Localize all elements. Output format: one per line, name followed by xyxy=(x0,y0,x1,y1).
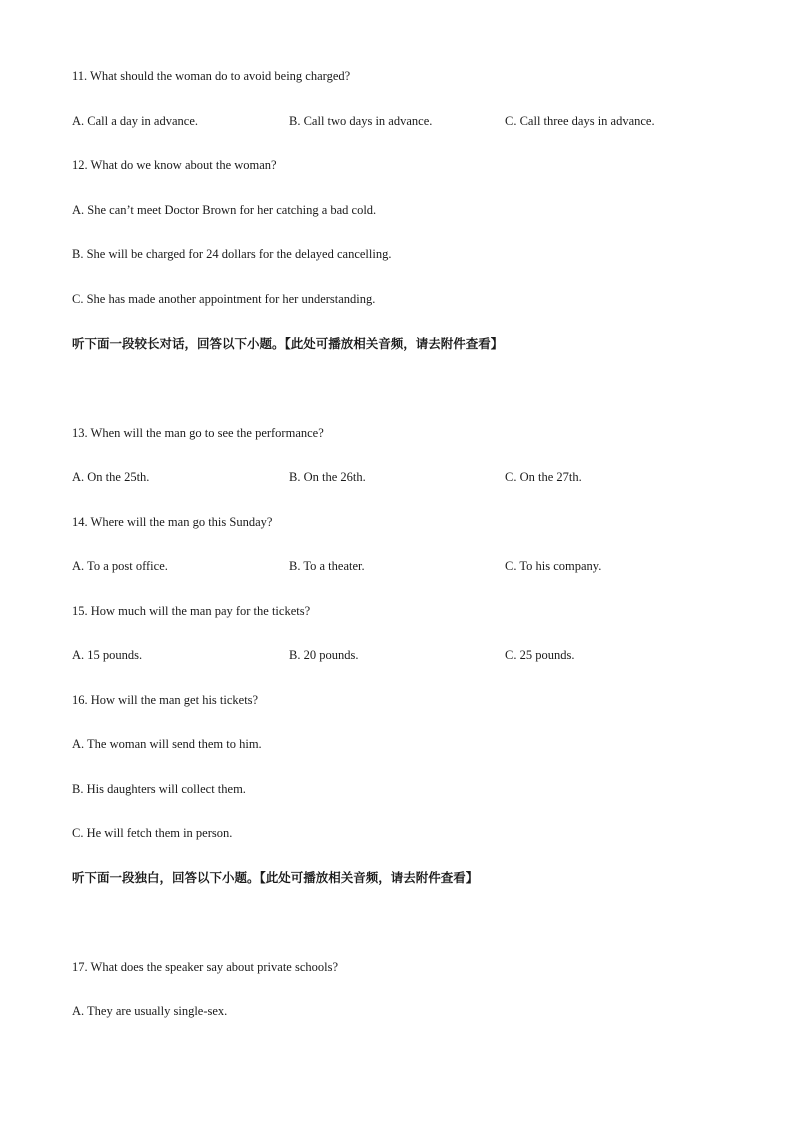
question-15-option-a: A. 15 pounds. xyxy=(72,648,143,662)
question-13-option-c: C. On the 27th. xyxy=(505,470,582,484)
question-14-option-b: B. To a theater. xyxy=(289,559,365,573)
question-13-option-a: A. On the 25th. xyxy=(72,470,150,484)
question-15-option-c: C. 25 pounds. xyxy=(505,648,575,662)
section-instruction-dialogue: 听下面一段较长对话，回答以下小题。【此处可播放相关音频，请去附件查看】 xyxy=(72,336,504,351)
question-13-text: 13. When will the man go to see the performance? xyxy=(72,426,324,440)
question-12-option-c: C. She has made another appointment for her understanding. xyxy=(72,292,376,306)
question-11-option-a: A. Call a day in advance. xyxy=(72,114,198,128)
question-14-option-c: C. To his company. xyxy=(505,559,602,573)
question-16-option-c: C. He will fetch them in person. xyxy=(72,826,233,840)
question-16-option-a: A. The woman will send them to him. xyxy=(72,737,262,751)
question-12-option-a: A. She can’t meet Doctor Brown for her catching a bad cold. xyxy=(72,203,377,217)
question-17-option-a: A. They are usually single-sex. xyxy=(72,1004,228,1018)
section-instruction-monologue: 听下面一段独白，回答以下小题。【此处可播放相关音频，请去附件查看】 xyxy=(72,870,479,885)
question-14-option-a: A. To a post office. xyxy=(72,559,168,573)
question-12-option-b: B. She will be charged for 24 dollars for the delayed cancelling. xyxy=(72,247,392,261)
question-11-option-c: C. Call three days in advance. xyxy=(505,114,655,128)
question-17-text: 17. What does the speaker say about private schools? xyxy=(72,960,339,974)
question-12-text: 12. What do we know about the woman? xyxy=(72,158,277,172)
question-13-option-b: B. On the 26th. xyxy=(289,470,366,484)
question-15-option-b: B. 20 pounds. xyxy=(289,648,359,662)
question-16-text: 16. How will the man get his tickets? xyxy=(72,693,259,707)
question-11-option-b: B. Call two days in advance. xyxy=(289,114,433,128)
question-15-text: 15. How much will the man pay for the tickets? xyxy=(72,604,311,618)
question-16-option-b: B. His daughters will collect them. xyxy=(72,782,246,796)
question-14-text: 14. Where will the man go this Sunday? xyxy=(72,515,273,529)
question-11-text: 11. What should the woman do to avoid being charged? xyxy=(72,69,351,83)
